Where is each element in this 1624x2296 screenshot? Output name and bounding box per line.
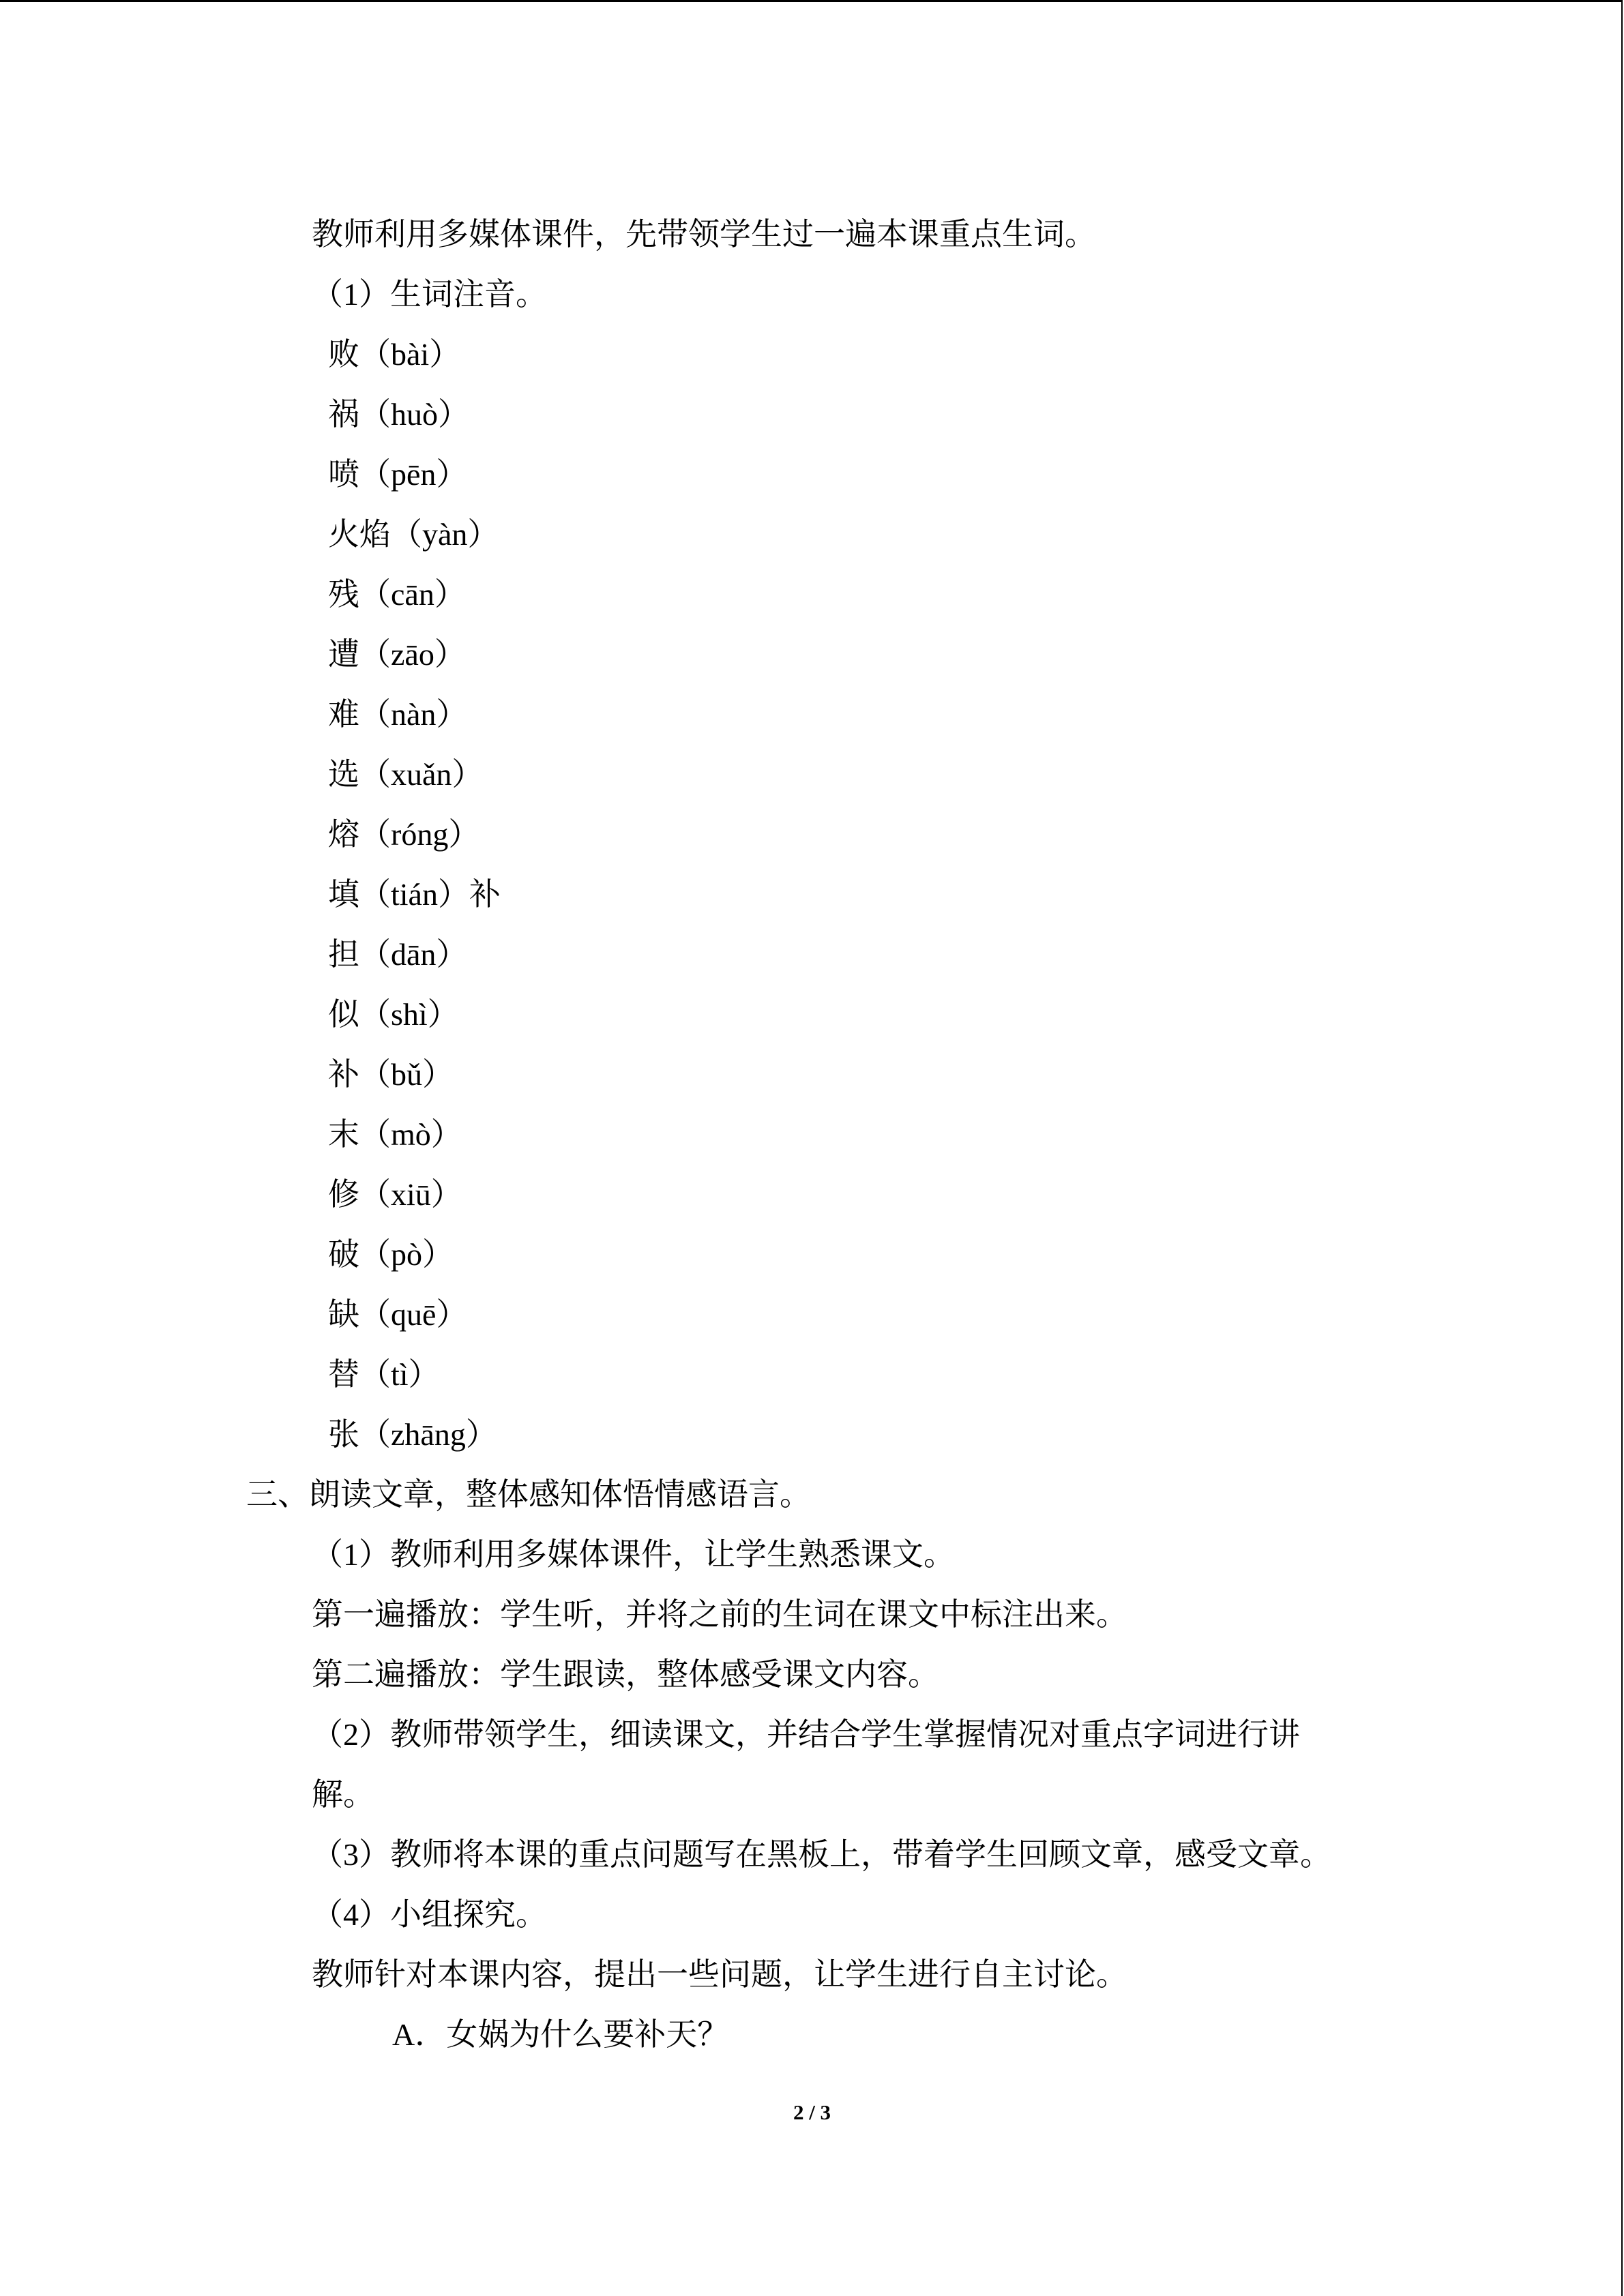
vocab-item-text: 祸（huò） (328, 397, 469, 432)
vocab-item-text: 遭（zāo） (328, 637, 466, 672)
vocab-item-text: 喷（pēn） (328, 457, 468, 492)
subsection-heading-text: （1）生词注音。 (312, 277, 547, 312)
paragraph-line (0, 1945, 1624, 2005)
paragraph-text: 第二遍播放：学生跟读，整体感受课文内容。 (312, 1657, 939, 1692)
subsection-heading (0, 265, 1624, 325)
vocab-item (0, 1405, 1624, 1465)
vocab-item (0, 385, 1624, 445)
document-body (0, 205, 1624, 2065)
paragraph-text: 教师针对本课内容，提出一些问题，让学生进行自主讨论。 (312, 1957, 1127, 1992)
vocab-item-text: 担（dān） (328, 937, 468, 972)
vocab-item (0, 505, 1624, 565)
subsection-heading-text: （4）小组探究。 (312, 1897, 547, 1932)
vocab-item-text: 选（xuǎn） (328, 757, 484, 792)
paragraph-text: 第一遍播放：学生听，并将之前的生词在课文中标注出来。 (312, 1597, 1127, 1632)
vocab-item (0, 1285, 1624, 1345)
vocab-item-text: 缺（quē） (328, 1297, 468, 1332)
vocab-item (0, 685, 1624, 745)
vocab-item (0, 1345, 1624, 1405)
vocab-item (0, 805, 1624, 865)
vocab-item-text: 似（shì） (328, 997, 459, 1032)
vocab-item-text: 火焰（yàn） (328, 517, 499, 552)
vocab-item (0, 925, 1624, 985)
section-heading (0, 1465, 1624, 1525)
vocab-item (0, 865, 1624, 925)
vocab-item (0, 1165, 1624, 1225)
vocab-item-text: 补（bǔ） (328, 1057, 454, 1092)
vocab-item (0, 985, 1624, 1045)
vocab-item-text: 填（tián）补 (328, 877, 501, 912)
vocab-item-text: 残（cān） (328, 577, 466, 612)
vocab-item (0, 625, 1624, 685)
paragraph-text: （3）教师将本课的重点问题写在黑板上，带着学生回顾文章，感受文章。 (312, 1837, 1331, 1872)
question-item-text: A．女娲为什么要补天？ (392, 2017, 729, 2052)
vocab-item-text: 难（nàn） (328, 697, 468, 732)
question-item (0, 2005, 1624, 2065)
vocab-item-text: 修（xiū） (328, 1177, 462, 1212)
section-heading-text: 三、朗读文章，整体感知体悟情感语言。 (246, 1477, 811, 1512)
vocab-item (0, 1225, 1624, 1285)
vocab-item-text: 破（pò） (328, 1237, 454, 1272)
paragraph-line (0, 1585, 1624, 1645)
paragraph-text: 解。 (312, 1777, 374, 1812)
page-number: 2 / 3 (793, 2100, 831, 2124)
vocab-item-text: 败（bài） (328, 337, 461, 372)
paragraph-line (0, 1525, 1624, 1585)
subsection-heading (0, 1885, 1624, 1945)
vocab-item (0, 445, 1624, 505)
paragraph-line (0, 205, 1624, 265)
vocab-item-text: 末（mò） (328, 1117, 462, 1152)
paragraph-line (0, 1645, 1624, 1705)
vocab-item (0, 1045, 1624, 1105)
vocab-item (0, 565, 1624, 625)
paragraph-line (0, 1765, 1624, 1825)
vocab-item (0, 745, 1624, 805)
vocab-item-text: 替（tì） (328, 1357, 440, 1392)
paragraph-line (0, 1825, 1624, 1885)
paragraph-text: （1）教师利用多媒体课件，让学生熟悉课文。 (312, 1537, 955, 1572)
vocab-item-text: 熔（róng） (328, 817, 480, 852)
vocab-item-text: 张（zhāng） (328, 1417, 497, 1452)
paragraph-text: （2）教师带领学生，细读课文，并结合学生掌握情况对重点字词进行讲 (312, 1717, 1300, 1752)
vocab-item (0, 325, 1624, 385)
paragraph-line (0, 1705, 1624, 1765)
paragraph-text: 教师利用多媒体课件，先带领学生过一遍本课重点生词。 (312, 217, 1096, 252)
vocab-item (0, 1105, 1624, 1165)
